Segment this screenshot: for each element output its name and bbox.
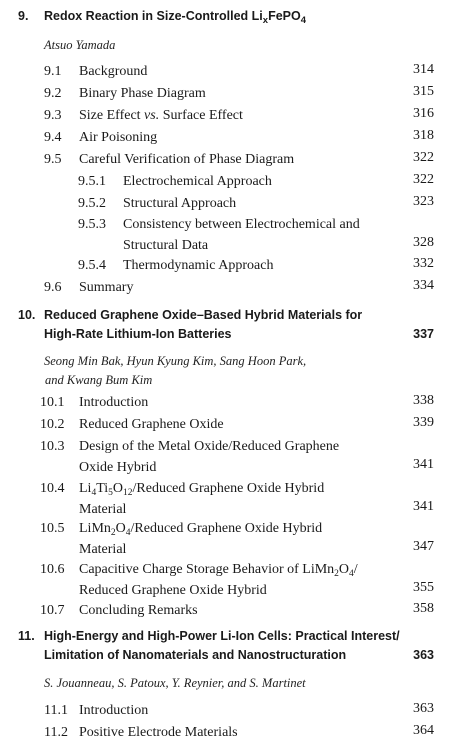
entry-number: 10.4	[40, 481, 65, 496]
entry-page: 364	[413, 723, 434, 738]
entry-number: 10.6	[40, 562, 65, 577]
entry-title: Reduced Graphene Oxide	[79, 417, 224, 432]
subscript: 5	[108, 488, 113, 498]
chapter-title	[44, 627, 444, 665]
entry-title: Careful Verification of Phase Diagram	[79, 152, 295, 167]
entry-title: Electrochemical Approach	[123, 174, 272, 189]
entry-title-line: Design of the Metal Oxide/Reduced Graphene	[79, 439, 340, 454]
entry-page: 355	[413, 580, 434, 595]
subscript: 4	[91, 488, 97, 498]
entry-page: 334	[413, 278, 434, 293]
entry-number: 9.5.2	[78, 196, 106, 211]
chapter-authors: Atsuo Yamada	[44, 38, 116, 52]
entry-title-line: Material	[79, 501, 127, 517]
entry-number: 9.1	[44, 64, 62, 79]
formula-part: Ti	[96, 481, 109, 496]
chapter-title	[44, 306, 389, 344]
subscript: 4	[125, 528, 131, 538]
entry-title-text: Size Effect	[79, 108, 145, 123]
entry-number: 9.5.4	[78, 258, 106, 273]
entry-title-text: O	[338, 562, 350, 577]
authors-line: and Kwang Bum Kim	[45, 373, 153, 387]
formula-part: O	[115, 521, 126, 536]
entry-number: 10.7	[40, 603, 65, 618]
entry-page: 338	[413, 393, 434, 408]
entry-title: Background	[79, 64, 148, 79]
chapter-title	[44, 7, 389, 26]
subscript: 4	[349, 569, 354, 579]
entry-title: Summary	[79, 280, 134, 295]
entry-number: 9.4	[44, 130, 62, 145]
chapter-number: 10.	[18, 308, 36, 322]
entry-page: 315	[413, 84, 434, 99]
entry-page: 323	[413, 194, 434, 209]
entry-title-line: Reduced Graphene Oxide Hybrid	[79, 582, 267, 598]
entry-number: 9.5.1	[78, 174, 106, 189]
chapter-authors: S. Jouanneau, S. Patoux, Y. Reynier, and S. Martinet	[44, 676, 306, 690]
entry-title-italic: vs.	[144, 108, 160, 123]
entry-title	[79, 437, 379, 478]
entry-title: Introduction	[79, 395, 149, 410]
entry-page: 339	[413, 415, 434, 430]
entry-title: Positive Electrode Materials	[79, 725, 238, 740]
formula-part: LiMn	[79, 521, 111, 536]
entry-title-line: Material	[79, 541, 127, 557]
entry-page: 322	[413, 150, 434, 165]
entry-page: 318	[413, 128, 434, 143]
entry-number: 11.2	[44, 725, 68, 740]
entry-title	[79, 106, 379, 127]
entry-page: 316	[413, 106, 434, 121]
chapter-page: 363	[413, 648, 434, 662]
entry-title-text: /	[353, 562, 358, 577]
entry-number: 9.3	[44, 108, 62, 123]
entry-number: 9.2	[44, 86, 62, 101]
subscript: 4	[300, 15, 307, 26]
entry-title-line: Oxide Hybrid	[79, 459, 157, 475]
chapter-title-line: Reduced Graphene Oxide–Based Hybrid Materials for	[44, 308, 363, 322]
chapter-page: 337	[413, 327, 434, 341]
subscript: 12	[123, 488, 133, 498]
chapter-number: 11.	[18, 629, 35, 643]
entry-number: 9.6	[44, 280, 62, 295]
chapter-number: 9.	[18, 9, 29, 23]
entry-number: 10.3	[40, 439, 65, 454]
entry-page: 314	[413, 62, 434, 77]
entry-title-text: /Reduced Graphene Oxide Hybrid	[130, 521, 323, 536]
entry-title: Structural Approach	[123, 196, 237, 211]
entry-number: 10.5	[40, 521, 65, 536]
chapter-title-text: FePO	[268, 9, 301, 23]
formula-part: O	[112, 481, 124, 496]
chapter-title-line: Limitation of Nanomaterials and Nanostructuration	[44, 648, 347, 662]
entry-title-line: Structural Data	[123, 237, 209, 253]
entry-page: 341	[413, 499, 434, 514]
entry-number: 10.2	[40, 417, 65, 432]
entry-page: 341	[413, 457, 434, 472]
entry-title: Thermodynamic Approach	[123, 258, 274, 273]
entry-title-text: /Reduced Graphene Oxide Hybrid	[132, 481, 325, 496]
entry-number: 9.5.3	[78, 217, 106, 232]
entry-title: Binary Phase Diagram	[79, 86, 206, 101]
entry-title-text: Surface Effect	[159, 108, 243, 123]
entry-title-text: Capacitive Charge Storage Behavior of LiMn	[79, 562, 335, 577]
entry-number: 9.5	[44, 152, 62, 167]
entry-page: 358	[413, 601, 434, 616]
entry-number: 11.1	[44, 703, 68, 718]
entry-title	[123, 215, 413, 256]
entry-title	[79, 519, 379, 560]
authors-line: Seong Min Bak, Hyun Kyung Kim, Sang Hoon Park,	[44, 354, 307, 368]
subscript: x	[262, 15, 269, 26]
entry-title: Concluding Remarks	[79, 603, 198, 618]
entry-page: 347	[413, 539, 434, 554]
entry-title: Air Poisoning	[79, 130, 158, 145]
chapter-title-text: Redox Reaction in Size-Controlled Li	[44, 9, 263, 23]
entry-page: 328	[413, 235, 434, 250]
chapter-authors	[44, 352, 424, 390]
subscript: 2	[334, 569, 339, 579]
chapter-title-line: High-Energy and High-Power Li-Ion Cells: Practical Interest/	[44, 629, 400, 643]
chapter-title-line: High-Rate Lithium-Ion Batteries	[44, 327, 232, 341]
entry-title	[79, 560, 409, 601]
formula-part: Li	[79, 481, 92, 496]
entry-number: 10.1	[40, 395, 65, 410]
subscript: 2	[110, 528, 116, 538]
entry-title: Introduction	[79, 703, 149, 718]
entry-page: 363	[413, 701, 434, 716]
entry-page: 332	[413, 256, 434, 271]
entry-title-line: Consistency between Electrochemical and	[123, 217, 360, 232]
entry-title	[79, 479, 379, 520]
entry-page: 322	[413, 172, 434, 187]
